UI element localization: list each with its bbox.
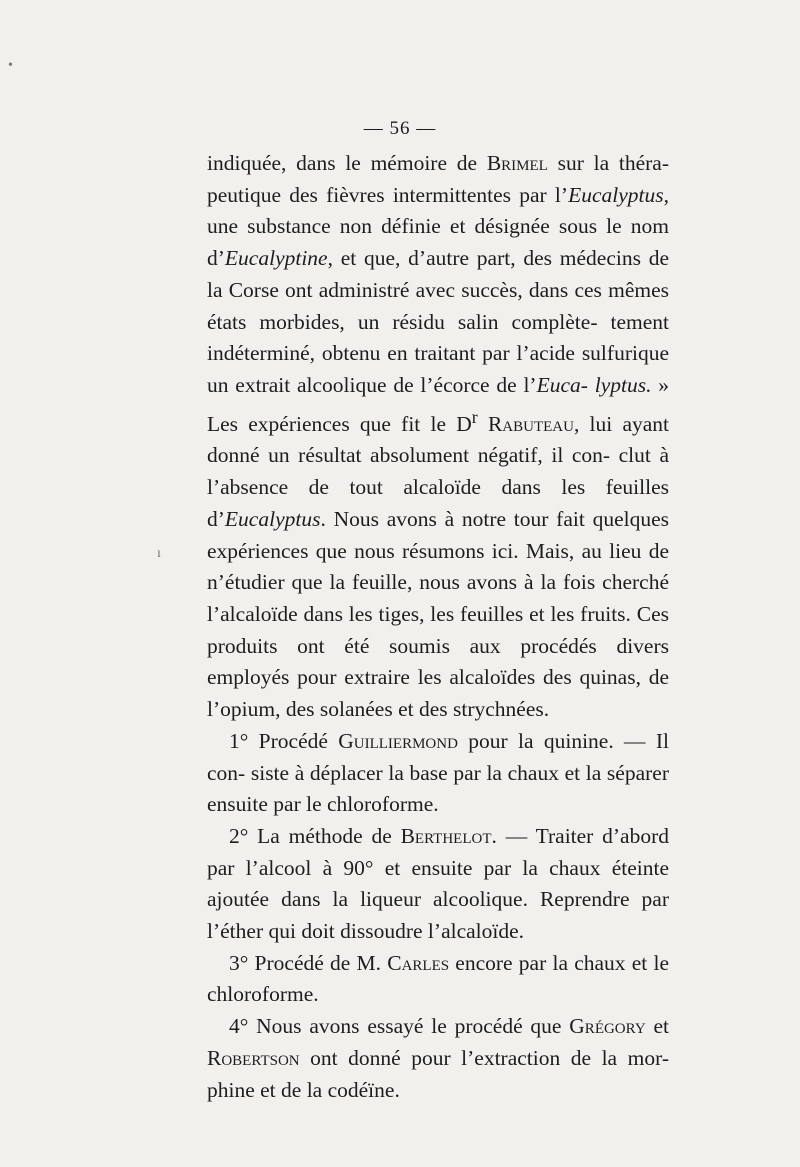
margin-speck: ı	[157, 546, 161, 561]
paragraph-4: 3° Procédé de M. Carles encore par la chaux et le chloroforme.	[207, 950, 669, 1007]
margin-speck: •	[8, 58, 13, 73]
italic-term: Euca- lyptus.	[536, 372, 652, 397]
page-number: — 56 —	[363, 118, 437, 139]
paragraph-5: 4° Nous avons essayé le procédé que Grégory et Robertson ont donné pour l’extraction de la mor- phine et de la codéïne.	[207, 1014, 669, 1102]
author-name: Robertson	[207, 1045, 300, 1070]
author-name: Brimel	[486, 151, 548, 175]
body-text	[207, 148, 669, 1106]
author-name: Grégory	[569, 1014, 646, 1039]
author-name: Guilliermond	[338, 728, 458, 753]
paragraph-2: 1° Procédé Guilliermond pour la quinine. — Il con- siste à déplacer la base par la chaux et la séparer ensuite par le chloroforme.	[207, 728, 669, 817]
paragraph-1: indiquée, dans le mémoire de Brimel sur la théra- peutique des fièvres intermittentes par l’Eucalyptus, une substance non définie et désignée sous le nom d’Eucalyptine, et que, d’autre part, des médecins de la Corse ont administré avec succès, dans ces mêmes états morbides, un résidu salin complète- tement indéterminé, obtenu en traitant par l’acide sulfurique un extrait alcoolique de l’écorce de l’Euca- lyptus. » Les expériences que fit le $D^r$ Rabuteau, lui ayant donné un résultat absolument négatif, il con- clut à l’absence de tout alcaloïde dans les feuilles d’Eucalyptus. Nous avons à notre tour fait quelques expériences que nous résumons ici. Mais, au lieu de n’étudier que la feuille, nous avons à la fois cherché l’alcaloïde dans les tiges, les feuilles et les fruits. Ces produits ont été soumis aux procédés divers employés pour extraire les alcaloïdes des quinas, de l’opium, des solanées et des strychnées.	[207, 151, 670, 722]
italic-term: Eucalyptus	[224, 506, 321, 531]
author-name: Rabuteau	[487, 411, 574, 436]
italic-term: Eucalyptine	[224, 246, 328, 271]
author-name: Berthelot	[400, 823, 492, 848]
author-name: Carles	[387, 950, 450, 975]
paragraph-3: 2° La méthode de Berthelot. — Traiter d’abord par l’alcool à 90° et ensuite par la chaux éteinte ajoutée dans la liqueur alcoolique. Reprendre par l’éther qui doit dissoudre l’alcaloïde.	[207, 823, 670, 944]
italic-term: Eucalyptus	[568, 182, 664, 207]
